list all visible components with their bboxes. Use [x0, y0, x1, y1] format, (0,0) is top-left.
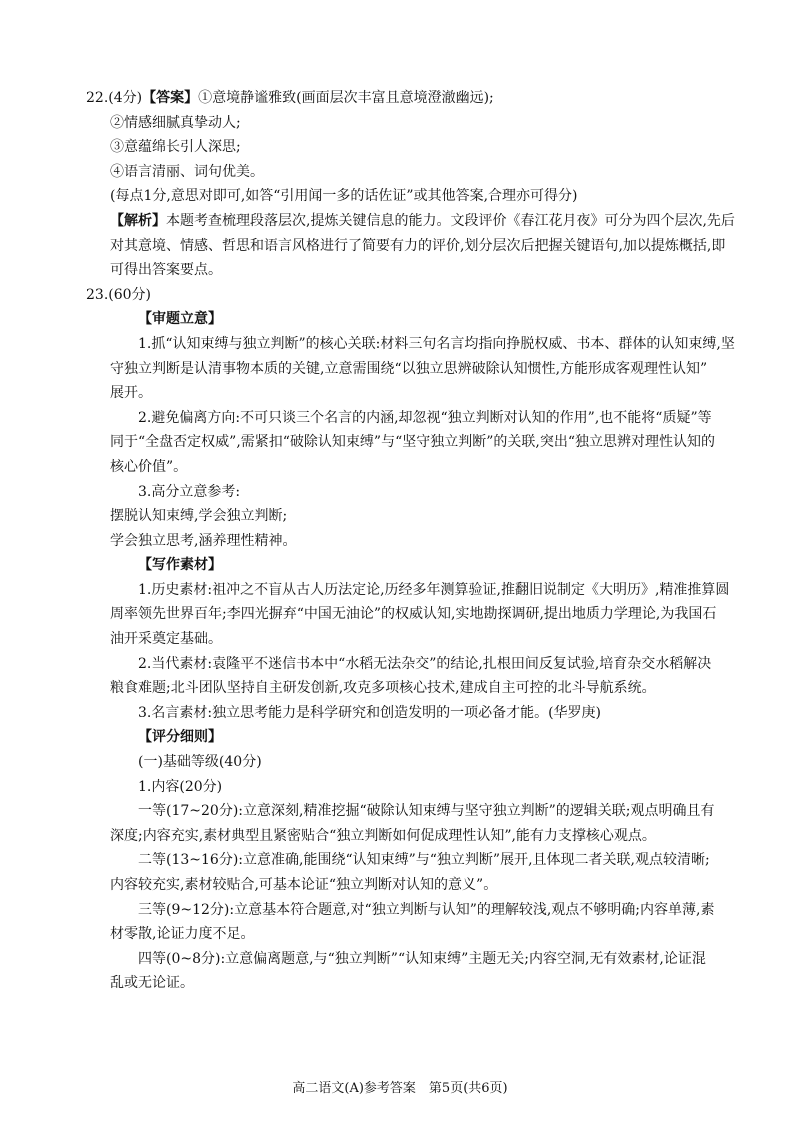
q22-answer-3: ③意蕴绵长引人深思;: [110, 139, 241, 156]
rubric-line-1: (一)基础等级(40分): [138, 754, 262, 771]
rubric-line-10: 乱或无论证。: [110, 975, 194, 992]
material-line-2: 周率领先世界百年;李四光摒弃“中国无油论”的权威认知,实地勘探调研,提出地质力学理论,为我国石: [110, 606, 717, 623]
material-line-3: 油开采奠定基础。: [110, 631, 222, 648]
rubric-line-3: 一等(17~20分):立意深刻,精准挖掘“破除认知束缚与坚守独立判断”的逻辑关联;观点明确且有: [138, 803, 715, 820]
rubric-line-2: 1.内容(20分): [138, 778, 223, 795]
theme-line-7: 3.高分立意参考:: [138, 483, 241, 500]
q22-number: 22.(4分): [86, 90, 143, 106]
page-footer: 高二语文(A)参考答案 第5页(共6页): [292, 1081, 508, 1096]
q23-header: 23.(60分): [86, 286, 152, 303]
theme-line-2: 守独立判断是认清事物本质的关键,立意需围绕“以独立思辨破除认知惯性,方能形成客观理性认知”: [110, 360, 708, 377]
q22-analysis-line-1: [86, 209, 735, 234]
q22-answer-4: ④语言清丽、词句优美。: [110, 163, 264, 180]
theme-section-title: 【审题立意】: [138, 311, 222, 328]
material-section-title: 【写作素材】: [138, 557, 222, 574]
q22-analysis-tag: 【解析】: [110, 212, 166, 229]
rubric-line-4: 深度;内容充实,素材典型且紧密贴合“独立判断如何促成理性认知”,能有力支撑核心观点。: [110, 827, 656, 844]
material-line-1: 1.历史素材:祖冲之不盲从古人历法定论,历经多年测算验证,推翻旧说制定《大明历》,精准推算圆: [138, 581, 730, 598]
rubric-line-5: 二等(13~16分):立意准确,能围绕“认知束缚”与“独立判断”展开,且体现二者关联,观点较清晰;: [138, 852, 710, 869]
q22-analysis-line-3: 可得出答案要点。: [110, 262, 222, 279]
theme-line-9: 学会独立思考,涵养理性精神。: [110, 532, 297, 549]
q22-answer-2: ②情感细腻真挚动人;: [110, 114, 241, 131]
theme-line-3: 展开。: [110, 385, 152, 402]
rubric-section-title: 【评分细则】: [138, 729, 222, 746]
q22-analysis-line-2: 对其意境、情感、哲思和语言风格进行了简要有力的评价,划分层次后把握关键语句,加以提炼概括,即: [110, 237, 726, 254]
rubric-line-8: 材零散,论证力度不足。: [110, 926, 255, 943]
rubric-line-9: 四等(0~8分):立意偏离题意,与“独立判断”“认知束缚”主题无关;内容空洞,无有效素材,论证混: [138, 950, 706, 967]
q22-answer-1: ①意境静谧雅致(画面层次丰富且意境澄澈幽远);: [198, 90, 494, 106]
material-line-4: 2.当代素材:袁隆平不迷信书本中“水稻无法杂交”的结论,扎根田间反复试验,培育杂交水稻解决: [138, 655, 712, 672]
material-line-5: 粮食难题;北斗团队坚持自主研发创新,攻克多项核心技术,建成自主可控的北斗导航系统。: [110, 680, 656, 697]
theme-line-5: 同于“全盘否定权威”,需紧扣“破除认知束缚”与“坚守独立判断”的关联,突出“独立思辨对理性认知的: [110, 434, 715, 451]
q22-answer-tag: 【答案】: [142, 90, 199, 106]
rubric-line-7: 三等(9~12分):立意基本符合题意,对“独立判断与认知”的理解较浅,观点不够明确;内容单薄,素: [138, 901, 715, 918]
q22-scoring-note: (每点1分,意思对即可,如答“引用闻一多的话佐证”或其他答案,合理亦可得分): [110, 188, 578, 205]
q22-header: [86, 86, 722, 111]
theme-line-8: 摆脱认知束缚,学会独立判断;: [110, 508, 288, 525]
theme-line-1: 1.抓“认知束缚与独立判断”的核心关联:材料三句名言均指向挣脱权威、书本、群体的认知束缚,坚: [138, 335, 735, 352]
theme-line-4: 2.避免偏离方向:不可只谈三个名言的内涵,却忽视“独立判断对认知的作用”,也不能将“质疑”等: [138, 409, 712, 426]
q22-analysis-text-1: 本题考查梳理段落层次,提炼关键信息的能力。文段评价《春江花月夜》可分为四个层次,先后: [166, 212, 735, 229]
theme-line-6: 核心价值”。: [110, 458, 188, 475]
rubric-line-6: 内容较充实,素材较贴合,可基本论证“独立判断对认知的意义”。: [110, 877, 498, 893]
material-line-6: 3.名言素材:独立思考能力是科学研究和创造发明的一项必备才能。(华罗庚): [138, 704, 601, 721]
